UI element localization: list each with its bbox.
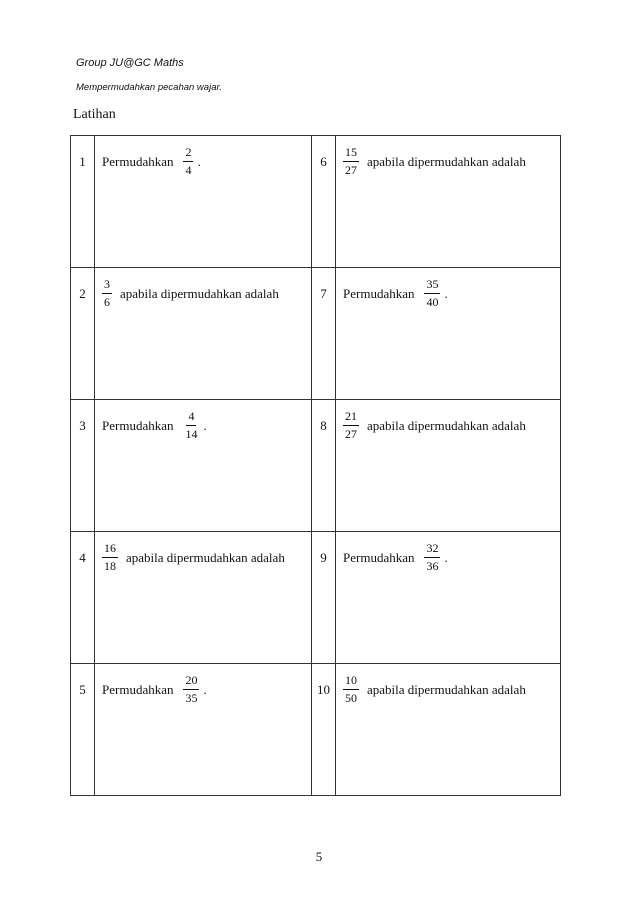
question-number — [312, 136, 336, 268]
denominator: 6 — [104, 295, 110, 309]
question-cell — [95, 136, 312, 268]
question-number-label: 3 — [79, 418, 86, 433]
question-cell — [336, 136, 561, 268]
question-text — [343, 674, 560, 705]
instruction-text: apabila dipermudahkan adalah — [367, 417, 526, 433]
denominator: 40 — [426, 295, 439, 309]
numerator: 21 — [343, 410, 359, 426]
exercise-row — [71, 532, 561, 664]
fraction — [102, 542, 118, 573]
denominator: 4 — [185, 163, 192, 177]
question-cell — [336, 400, 561, 532]
denominator: 35 — [185, 691, 198, 705]
numerator: 2 — [183, 146, 193, 162]
fraction — [424, 278, 440, 309]
question-cell — [95, 664, 312, 796]
exercise-row — [71, 136, 561, 268]
exercise-table — [70, 135, 561, 796]
question-cell — [336, 664, 561, 796]
fraction — [424, 542, 440, 573]
question-number — [71, 400, 95, 532]
question-number-label: 7 — [320, 286, 327, 301]
question-text — [343, 278, 560, 309]
period: . — [444, 285, 448, 301]
question-number — [71, 268, 95, 400]
question-number-label: 1 — [79, 154, 86, 169]
question-number-label: 8 — [320, 418, 327, 433]
question-number — [71, 136, 95, 268]
question-text — [343, 146, 560, 177]
question-cell — [95, 532, 312, 664]
fraction — [343, 410, 359, 441]
question-number-label: 4 — [79, 550, 86, 565]
question-text — [102, 674, 311, 705]
question-number — [71, 532, 95, 664]
question-text — [102, 146, 311, 177]
question-cell — [95, 400, 312, 532]
question-number — [71, 664, 95, 796]
period: . — [197, 153, 201, 169]
instruction-text: apabila dipermudahkan adalah — [367, 153, 526, 169]
instruction-text: Permudahkan — [102, 153, 174, 169]
numerator: 10 — [343, 674, 359, 690]
page-number: 5 — [315, 849, 323, 864]
question-number-label: 6 — [320, 154, 327, 169]
instruction-text: Permudahkan — [343, 285, 415, 301]
fraction — [343, 146, 359, 177]
exercise-row — [71, 400, 561, 532]
numerator: 15 — [343, 146, 359, 162]
numerator: 32 — [424, 542, 440, 558]
question-number-label: 9 — [320, 550, 327, 565]
numerator: 35 — [424, 278, 440, 294]
denominator: 27 — [345, 163, 357, 177]
fraction — [343, 674, 359, 705]
document-header: Group JU@GC Maths — [76, 57, 184, 69]
question-text — [343, 410, 560, 441]
question-number — [312, 400, 336, 532]
question-text — [102, 410, 311, 441]
denominator: 18 — [104, 559, 116, 573]
fraction — [183, 410, 199, 441]
question-number-label: 10 — [317, 682, 330, 697]
question-text — [343, 542, 560, 573]
instruction-text: apabila dipermudahkan adalah — [126, 549, 285, 565]
numerator: 3 — [102, 278, 112, 294]
question-text — [102, 542, 311, 573]
instruction-text: Permudahkan — [343, 549, 415, 565]
question-number-label: 5 — [79, 682, 86, 697]
instruction-text: Permudahkan — [102, 417, 174, 433]
numerator: 16 — [102, 542, 118, 558]
numerator: 4 — [186, 410, 196, 426]
instruction-text: Permudahkan — [102, 681, 174, 697]
question-cell — [336, 532, 561, 664]
instruction-text: apabila dipermudahkan adalah — [367, 681, 526, 697]
exercise-row — [71, 268, 561, 400]
denominator: 14 — [185, 427, 198, 441]
exercise-row — [71, 664, 561, 796]
question-cell — [336, 268, 561, 400]
denominator: 36 — [426, 559, 439, 573]
period: . — [203, 417, 207, 433]
denominator: 27 — [345, 427, 357, 441]
question-text — [102, 278, 311, 309]
question-number — [312, 532, 336, 664]
denominator: 50 — [345, 691, 357, 705]
topic-subtitle: Mempermudahkan pecahan wajar. — [76, 82, 222, 93]
question-cell — [95, 268, 312, 400]
period: . — [444, 549, 448, 565]
section-title: Latihan — [73, 107, 116, 122]
question-number-label: 2 — [79, 286, 86, 301]
question-number — [312, 268, 336, 400]
fraction — [183, 146, 193, 177]
question-number — [312, 664, 336, 796]
fraction — [102, 278, 112, 309]
fraction — [183, 674, 199, 705]
numerator: 20 — [183, 674, 199, 690]
period: . — [203, 681, 207, 697]
instruction-text: apabila dipermudahkan adalah — [120, 285, 279, 301]
